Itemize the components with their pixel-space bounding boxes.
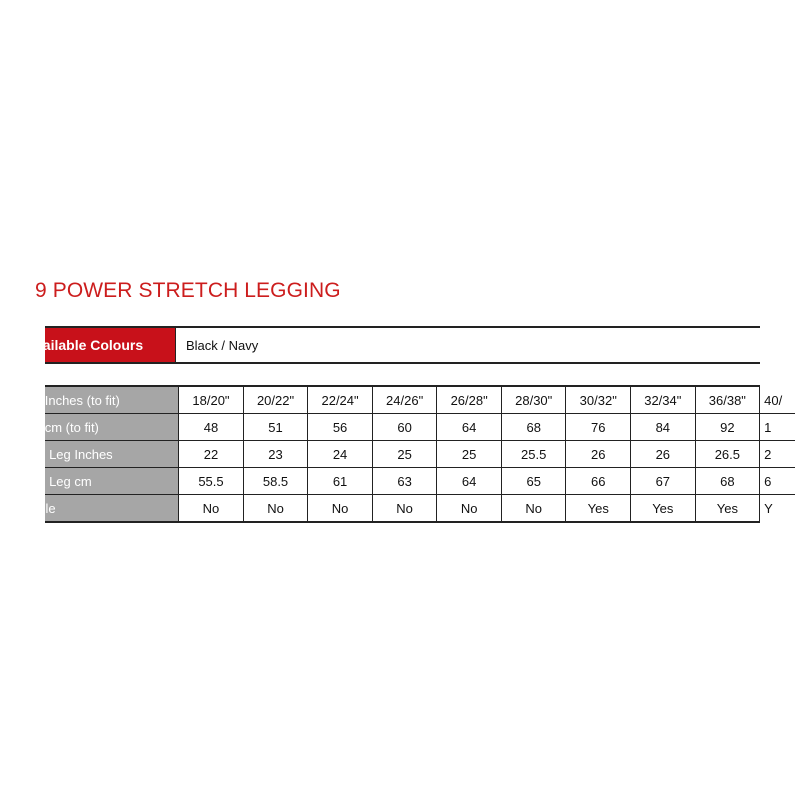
table-cell: 60 xyxy=(372,414,437,441)
table-cell: 22/24" xyxy=(308,387,373,414)
table-cell: No xyxy=(308,495,373,522)
table-cell: 66 xyxy=(566,468,631,495)
available-colours-label-text: vailable Colours xyxy=(35,337,144,353)
table-row xyxy=(45,495,795,522)
row-header-label: st cm (to fit) xyxy=(31,420,99,435)
table-cell: 25.5 xyxy=(501,441,566,468)
row-header xyxy=(31,387,179,414)
table-cell: 64 xyxy=(437,468,502,495)
table-row xyxy=(45,441,795,468)
table-cell: 25 xyxy=(437,441,502,468)
table-cell: Y xyxy=(764,500,773,516)
table-cell: No xyxy=(437,495,502,522)
table-cell: 28/30" xyxy=(501,387,566,414)
table-cell: 22 xyxy=(179,441,244,468)
table-cell: 40/ xyxy=(760,387,795,414)
available-colours-label xyxy=(35,328,176,362)
row-header-label: de Leg cm xyxy=(31,474,92,489)
available-colours-bar xyxy=(35,326,760,364)
table-cell: 26 xyxy=(566,441,631,468)
row-header xyxy=(31,468,179,495)
table-row xyxy=(45,414,795,441)
table-cell: 30/32" xyxy=(566,387,631,414)
table-cell: 56 xyxy=(308,414,373,441)
table-row xyxy=(45,468,795,495)
table-cell: 20/22" xyxy=(243,387,308,414)
row-header-label: st Inches (to fit) xyxy=(31,393,120,408)
table-row xyxy=(45,387,795,414)
table-cell: 76 xyxy=(566,414,631,441)
table-cell: 26 xyxy=(631,441,696,468)
table-cell: 63 xyxy=(372,468,437,495)
table-cell: 48 xyxy=(179,414,244,441)
table-cell: 61 xyxy=(308,468,373,495)
table-cell: 36/38" xyxy=(695,387,760,414)
table-cell: 25 xyxy=(372,441,437,468)
row-header xyxy=(31,495,179,522)
size-table-body xyxy=(31,387,795,521)
table-cell: Yes xyxy=(695,495,760,522)
table-cell: No xyxy=(243,495,308,522)
table-cell: 51 xyxy=(243,414,308,441)
page-title: 9 POWER STRETCH LEGGING xyxy=(35,279,341,302)
row-header-label: de Leg Inches xyxy=(31,447,113,462)
size-table xyxy=(31,385,783,523)
table-cell: 68 xyxy=(695,468,760,495)
table-cell: Yes xyxy=(631,495,696,522)
table-cell: No xyxy=(372,495,437,522)
table-cell: 26/28" xyxy=(437,387,502,414)
table-cell: 67 xyxy=(631,468,696,495)
table-cell: 55.5 xyxy=(179,468,244,495)
table-cell: 65 xyxy=(501,468,566,495)
table-cell: Yes xyxy=(566,495,631,522)
table-cell: 2 xyxy=(760,441,795,468)
table-cell: 58.5 xyxy=(243,468,308,495)
table-cell: 24/26" xyxy=(372,387,437,414)
table-cell: 18/20" xyxy=(179,387,244,414)
table-cell: No xyxy=(179,495,244,522)
table-cell: 84 xyxy=(631,414,696,441)
available-colours-value: Black / Navy xyxy=(186,337,259,353)
table-cell: 92 xyxy=(695,414,760,441)
table-cell: 23 xyxy=(243,441,308,468)
table-cell: 1 xyxy=(760,414,795,441)
row-header-label: able xyxy=(31,501,56,516)
table-cell: 32/34" xyxy=(631,387,696,414)
table-cell: No xyxy=(501,495,566,522)
table-cell: 24 xyxy=(308,441,373,468)
table-cell: 68 xyxy=(501,414,566,441)
table-cell: 26.5 xyxy=(695,441,760,468)
row-header xyxy=(31,414,179,441)
row-header xyxy=(31,441,179,468)
table-cell: 6 xyxy=(760,468,795,495)
table-cell: 64 xyxy=(437,414,502,441)
